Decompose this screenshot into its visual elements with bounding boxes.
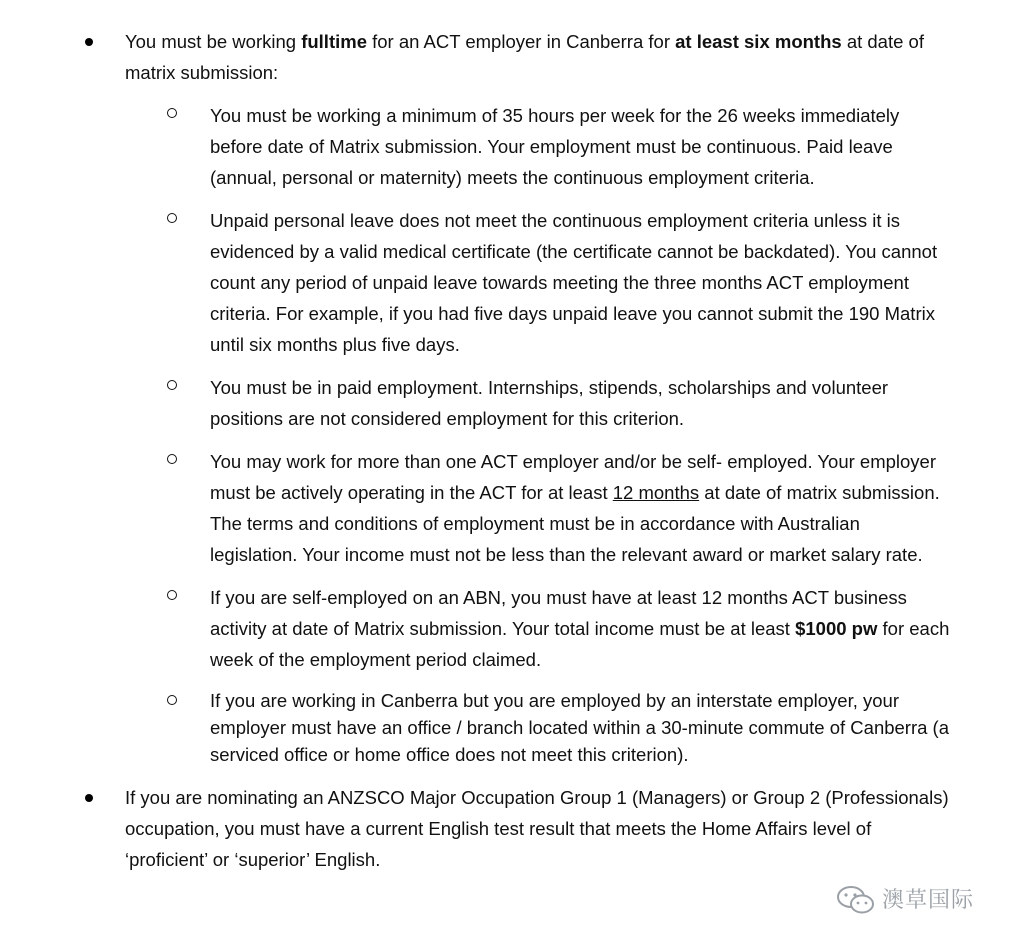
sub-item-text: If you are working in Canberra but you are employed by an interstate employer, your employer must have an office / branch located within a 30-minute commute of Canberra (a serviced office or home office does not meet this criterion). [210,690,950,765]
sub-item-interstate-employer [0,687,952,768]
sub-item-paid-employment [0,372,952,434]
sub-item-self-employed [0,582,952,675]
watermark [836,880,974,920]
text-run: at date of matrix submission: [125,31,924,83]
sub-item-text [210,451,940,565]
bold-text: $1000 pw [795,618,878,639]
text-run: You must be working [125,31,302,52]
sub-item-unpaid-leave [0,205,952,360]
bullet-dot-icon [85,794,93,802]
bullet-dot-icon [85,38,93,46]
text-run: If you are self-employed on an ABN, you must have at least 12 months ACT business activity at date of Matrix submission. Your total income must be at least [210,587,907,639]
text-run: for each week of the employment period claimed. [210,618,950,670]
sub-item-text: Unpaid personal leave does not meet the continuous employment criteria unless it is evidenced by a valid medical certificate (the certificate cannot be backdated). You cannot count any period of unpaid leave towards meeting the three months ACT employment criteria. For example, if you had five days unpaid leave you cannot submit the 190 Matrix until six months plus five days. [210,210,938,355]
wechat-icon [836,884,876,916]
circle-bullet-icon [167,454,177,464]
bold-text: at least six months [675,31,842,52]
sub-item-hours [0,100,952,193]
bullet-item-fulltime [0,26,955,88]
document-body [0,26,1016,875]
text-run: for an ACT employer in Canberra for [366,31,676,52]
sub-item-multiple-employers [0,446,952,570]
underlined-text: 12 months [612,482,700,503]
bullet-item-english [0,782,955,875]
text-run: at date of matrix submission. The terms and conditions of employment must be in accordance with Australian legislation. Your income must not be less than the relevant award or market salary rate. [210,482,940,565]
sub-item-text [210,587,949,670]
circle-bullet-icon [167,695,177,705]
circle-bullet-icon [167,213,177,223]
sub-list [0,100,1016,768]
text-run: You may work for more than one ACT employer and/or be self- employed. Your employer must be actively operating in the ACT for at least [210,451,936,503]
watermark-text: 澳草国际 [882,887,975,913]
sub-item-text: You must be in paid employment. Internships, stipends, scholarships and volunteer positions are not considered employment for this criterion. [210,377,889,429]
bullet-text: If you are nominating an ANZSCO Major Occupation Group 1 (Managers) or Group 2 (Professionals) occupation, you must have a current English test result that meets the Home Affairs level of ‘proficient’ or ‘superior’ English. [125,787,949,870]
circle-bullet-icon [167,590,177,600]
sub-item-text: You must be working a minimum of 35 hours per week for the 26 weeks immediately before date of Matrix submission. Your employment must be continuous. Paid leave (annual, personal or maternity) meets the continuous employment criteria. [210,105,900,188]
bold-text: fulltime [301,31,367,52]
circle-bullet-icon [167,380,177,390]
circle-bullet-icon [167,108,177,118]
bullet-text [125,31,924,83]
